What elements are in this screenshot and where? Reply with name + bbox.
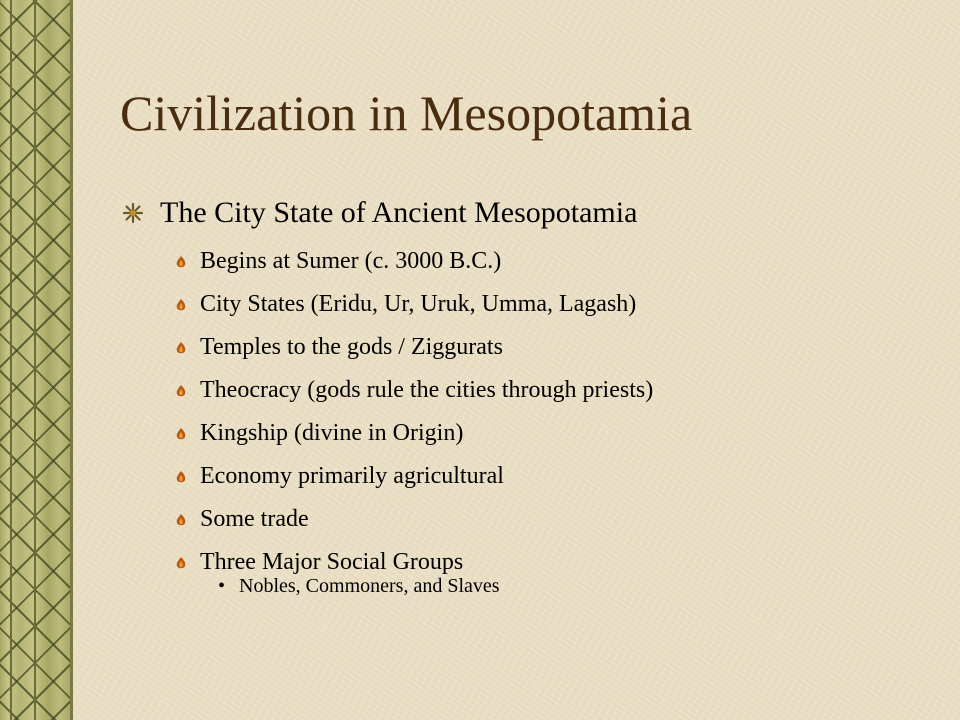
slide-title: Civilization in Mesopotamia [120, 85, 693, 141]
list-item [174, 326, 653, 369]
flame-bullet-icon [174, 255, 188, 269]
list-item-text: City States (Eridu, Ur, Uruk, Umma, Lagash) [200, 291, 637, 317]
flame-bullet-icon [174, 298, 188, 312]
list-item [174, 412, 653, 455]
flame-bullet-icon [174, 427, 188, 441]
main-bullet-text: The City State of Ancient Mesopotamia [160, 196, 638, 229]
flame-bullet-icon [174, 556, 188, 570]
list-item [174, 283, 653, 326]
list-item-text: Temples to the gods / Ziggurats [200, 334, 503, 360]
flame-bullet-icon [174, 341, 188, 355]
flame-bullet-icon [174, 513, 188, 527]
list-item [174, 369, 653, 412]
list-item-text: Three Major Social Groups [200, 549, 464, 575]
list-item [174, 455, 653, 498]
list-item-text: Kingship (divine in Origin) [200, 420, 464, 446]
list-item-text: Some trade [200, 506, 309, 532]
sun-burst-icon [122, 202, 144, 224]
list-item-text: Economy primarily agricultural [200, 463, 504, 489]
sub-bullet-list [174, 240, 653, 584]
list-item [174, 498, 653, 541]
list-item-text: Begins at Sumer (c. 3000 B.C.) [200, 248, 502, 274]
main-bullet-heading [122, 196, 637, 230]
list-item-text: Theocracy (gods rule the cities through priests) [200, 377, 654, 403]
flame-bullet-icon [174, 470, 188, 484]
decorative-side-strip [0, 0, 73, 720]
sub-sub-item-text: Nobles, Commoners, and Slaves [239, 575, 500, 597]
flame-bullet-icon [174, 384, 188, 398]
dot-bullet-icon: • [218, 575, 226, 597]
list-item [174, 240, 653, 283]
sub-sub-item [218, 575, 500, 598]
